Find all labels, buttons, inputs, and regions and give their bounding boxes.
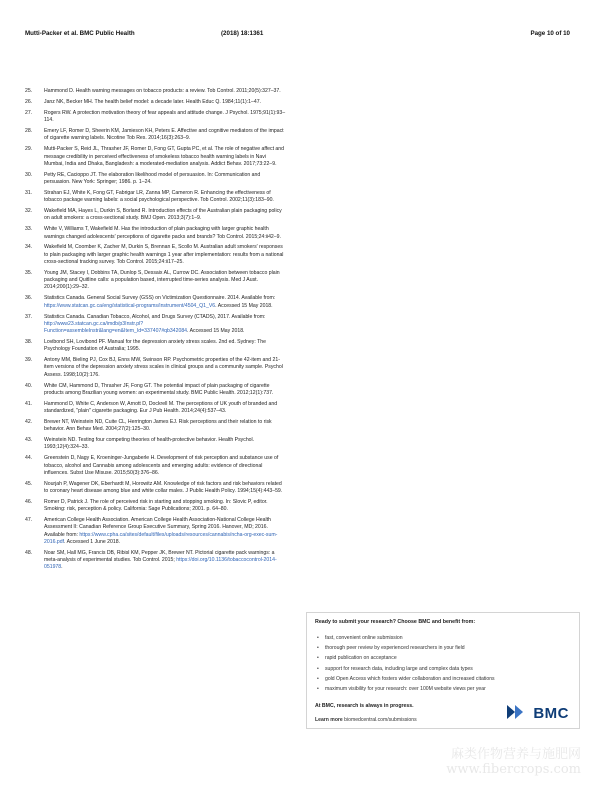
- reference-item: [25, 383, 287, 398]
- reference-item: [25, 481, 287, 496]
- reference-item: [25, 270, 287, 292]
- bullet-icon: •: [317, 645, 319, 652]
- benefit-item: [317, 684, 495, 694]
- reference-text: Rogers RW. A protection motivation theory of fear appeals and attitude change. J Psychol. 1975;91(1):93–114.: [44, 109, 286, 124]
- reference-link[interactable]: https://www.statcan.gc.ca/eng/statistical-programs/instrument/4504_Q1_V6: [44, 302, 216, 309]
- reference-item: [25, 455, 287, 477]
- citation-year: (2018) 18:1361: [221, 30, 264, 37]
- running-title: Mutti-Packer et al. BMC Public Health: [25, 30, 135, 37]
- reference-item: [25, 401, 287, 416]
- benefit-item: [317, 674, 495, 684]
- watermark-line2: www.fibercrops.com: [446, 762, 581, 777]
- reference-item: [25, 244, 287, 266]
- reference-item: [25, 295, 287, 310]
- reference-suffix: . Accessed 1 June 2018.: [64, 538, 121, 545]
- bullet-icon: •: [317, 675, 319, 682]
- reference-item: [25, 208, 287, 223]
- reference-text: Antony MM, Bieling PJ, Cox BJ, Enns MW, Swinson RP. Psychometric properties of the 42-item and 21-item versions of the depression anxiety stress scales in clinical groups and a community sample. Psychol Assess. 1998;10(2):176.: [44, 357, 283, 378]
- benefit-text: fast, convenient online submission: [325, 635, 403, 641]
- reference-number: 30.: [25, 171, 33, 178]
- reference-number: 42.: [25, 418, 33, 425]
- benefit-text: maximum visibility for your research: over 100M website views per year: [325, 686, 486, 693]
- reference-number: 39.: [25, 357, 33, 364]
- reference-text: Statistics Canada. Canadian Tobacco, Alcohol, and Drugs Survey (CTADS), 2017. Available from:: [44, 313, 266, 320]
- reference-item: [25, 226, 287, 241]
- reference-text: Strahan EJ, White K, Fong GT, Fabrigar LR, Zanna MP, Cameron R. Enhancing the effectiveness of tobacco package warning labels: a social psychological perspective. Tob Control. 2002;11(3):183–90.: [44, 189, 274, 204]
- reference-number: 40.: [25, 382, 33, 389]
- page-number: Page 10 of 10: [530, 30, 570, 37]
- reference-number: 37.: [25, 313, 33, 320]
- reference-text: Young JM, Stacey I, Dobbins TA, Dunlop S, Dessaix AL, Currow DC. Association between tobacco plain packaging and Quitline calls: a population based, interrupted time-series analysis. Med J Aust. 2014;200(1):29–32.: [44, 269, 280, 291]
- reference-text: Statistics Canada. General Social Survey (GSS) on Victimization Questionnaire. 2014. Available from:: [44, 295, 276, 302]
- reference-text: Romer D, Patrick J. The role of perceived risk in starting and stopping smoking. In: Slovic P, editor. Smoking: risk, perception & policy. California: Sage Publications; 2001. p. 64–80.: [44, 498, 268, 513]
- reference-number: 26.: [25, 98, 33, 105]
- bmc-submission-box: [306, 612, 580, 729]
- ad-tagline: At BMC, research is always in progress.: [315, 703, 414, 709]
- reference-number: 29.: [25, 146, 33, 153]
- benefit-text: gold Open Access which fosters wider collaboration and increased citations: [325, 675, 495, 682]
- bullet-icon: •: [317, 665, 319, 672]
- reference-text: Hammond D. Health warning messages on tobacco products: a review. Tob Control. 2011;20(5):327–37.: [44, 88, 281, 94]
- bullet-icon: •: [317, 686, 319, 693]
- reference-text: Wakefield MA, Hayes L, Durkin S, Borland R. Introduction effects of the Australian plain packaging policy on adult smokers: a cross-sectional study. BMJ Open. 2013;3(7):1–9.: [44, 208, 282, 222]
- watermark: [446, 747, 581, 777]
- reference-item: [25, 499, 287, 514]
- reference-text: Noar SM, Hall MG, Francis DB, Ribisl KM, Pepper JK, Brewer NT. Pictorial cigarette pack warnings: a meta-analysis of experimental studies. Tob Control. 2015;: [44, 549, 275, 564]
- reference-item: [25, 146, 287, 168]
- bmc-logo-text: BMC: [533, 705, 569, 722]
- benefit-item: [317, 653, 495, 663]
- reference-link[interactable]: http://www23.statcan.gc.ca/imdb/p3Instr.pl?Function=assembleInstr&lang=en&Item_Id=337407#qb342084: [44, 320, 188, 334]
- reference-number: 31.: [25, 189, 33, 196]
- reference-item: [25, 419, 287, 434]
- reference-text: Emery LF, Romer D, Sheerin KM, Jamieson KH, Peters E. Affective and cognitive mediators of the impact of cigarette warning labels. Nicotine Tob Res. 2014;16(3):263–9.: [44, 128, 284, 142]
- benefit-item: [317, 633, 495, 643]
- reference-number: 34.: [25, 244, 33, 251]
- reference-text: Petty RE, Cacioppo JT. The elaboration likelihood model of persuasion. In: Communication and persuasion. New York: Springer; 1986. p. 1–24.: [44, 171, 261, 185]
- reference-item: [25, 339, 287, 354]
- reference-item: [25, 437, 287, 452]
- reference-text: Greenstein D, Nagy E, Kroeninger-Jungaberle H. Development of risk perception and substance use of tobacco, alcohol and Cannabis among adolescents and emerging adults: evidence of directional influences. Subst Use Misuse. 2015;50(3):376–86.: [44, 455, 279, 476]
- reference-text: Janz NK, Becker MH. The health belief model: a decade later. Health Educ Q. 1984;11(1):1–47.: [44, 98, 261, 105]
- bullet-icon: •: [317, 635, 319, 641]
- reference-item: [25, 128, 287, 143]
- learn-more-label: Learn more: [315, 717, 343, 723]
- reference-item: [25, 550, 287, 572]
- reference-text: Weinstein ND. Testing four competing theories of health-protective behavior. Health Psychol. 1993;12(4):324–33.: [44, 437, 255, 451]
- reference-item: [25, 99, 287, 106]
- reference-suffix: .: [61, 564, 63, 571]
- reference-text: American College Health Association. American College Health Association-National College Health Assessment II: Canadian Reference Group Executive Summary, Spring 2016. Hanover, MD; 2016. Available from:: [44, 517, 271, 538]
- reference-number: 36.: [25, 295, 33, 302]
- reference-text: White V, Williams T, Wakefield M. Has the introduction of plain packaging with larger graphic health warnings changed adolescents' perceptions of cigarette packs and brands? Tob Control. 2015;24:ii42–9.: [44, 226, 281, 240]
- reference-number: 45.: [25, 480, 33, 487]
- bullet-icon: •: [317, 655, 319, 662]
- reference-item: [25, 172, 287, 187]
- reference-link[interactable]: https://doi.org/10.1136/tobaccocontrol-2014-051978: [44, 557, 277, 571]
- reference-list: [25, 88, 287, 575]
- reference-number: 27.: [25, 109, 33, 116]
- reference-text: Hammond D, White C, Anderson W, Arnott D, Dockrell M. The perceptions of UK youth of branded and standardized, "plain" cigarette packaging. Eur J Pub Health. 2014;24(4):537–43.: [44, 400, 278, 414]
- reference-number: 41.: [25, 400, 33, 407]
- reference-item: [25, 517, 287, 546]
- benefit-text: rapid publication on acceptance: [325, 655, 397, 662]
- reference-number: 43.: [25, 437, 33, 444]
- reference-suffix: . Accessed 15 May 2018.: [187, 328, 245, 334]
- reference-link[interactable]: https://www.cpha.ca/sites/default/files/uploads/resources/cannabis/ncha-org-exec-sum-2016.pdf: [44, 531, 278, 545]
- benefit-item: [317, 643, 495, 653]
- benefit-item: [317, 664, 495, 674]
- reference-number: 38.: [25, 338, 33, 345]
- page-header: [25, 30, 570, 42]
- ad-title: Ready to submit your research? Choose BMC and benefit from:: [315, 619, 476, 625]
- reference-number: 28.: [25, 128, 33, 135]
- learn-more-line[interactable]: [315, 717, 417, 723]
- reference-text: White CM, Hammond D, Thrasher JF, Fong GT. The potential impact of plain packaging of cigarette products among Brazilian young women: an experimental study. BMC Public Health. 2012;12(1):737.: [44, 382, 274, 396]
- reference-number: 33.: [25, 226, 33, 233]
- reference-text: Mutti-Packer S, Reid JL, Thrasher JF, Romer D, Fong GT, Gupta PC, et al. The role of negative affect and message credibility in perceived effectiveness of smokeless tobacco health warning labels in Navi Mumbai, India and Dhaka, Bangladesh: a moderated-mediation analysis. Addict Behav. 2017;73:22–9.: [44, 146, 285, 167]
- reference-number: 32.: [25, 208, 33, 215]
- reference-number: 44.: [25, 455, 33, 462]
- reference-text: Lovibond SH, Lovibond PF. Manual for the depression anxiety stress scales. 2nd ed. Sydney: The Psychology Foundation of Australia; 1995.: [44, 338, 266, 353]
- reference-number: 35.: [25, 269, 33, 276]
- reference-suffix: . Accessed 15 May 2018.: [215, 302, 273, 309]
- reference-number: 47.: [25, 517, 33, 524]
- watermark-line1: 麻类作物营养与施肥网: [450, 747, 581, 762]
- reference-text: Nourjah P, Wagener DK, Eberhardt M, Horowitz AM. Knowledge of risk factors and risk behaviors related to coronary heart disease among blue and white collar males. J Public Health Policy. 1994;15(4):443–59.: [44, 480, 283, 494]
- learn-more-link[interactable]: biomedcentral.com/submissions: [344, 717, 417, 723]
- reference-item: [25, 357, 287, 379]
- benefit-list: [317, 633, 495, 694]
- reference-item: [25, 110, 287, 125]
- reference-item: [25, 190, 287, 205]
- benefit-text: support for research data, including large and complex data types: [325, 665, 473, 672]
- reference-item: [25, 314, 287, 336]
- benefit-text: thorough peer review by experienced researchers in your field: [325, 645, 465, 652]
- reference-item: [25, 88, 287, 95]
- reference-number: 48.: [25, 549, 33, 556]
- reference-text: Wakefield M, Coomber K, Zacher M, Durkin S, Brennan E, Scollo M. Australian adult smokers' responses to plain packaging with larger graphic health warnings 1 year after implementation: results from a national cross-sectional tracking survey. Tob Control. 2015;24:ii17–25.: [44, 244, 284, 265]
- reference-number: 25.: [25, 88, 33, 94]
- reference-text: Brewer NT, Weinstein ND, Cuite CL, Herrington James EJ. Risk perceptions and their relation to risk behavior. Ann Behav Med. 2004;27(2):125–30.: [44, 418, 272, 433]
- reference-number: 46.: [25, 498, 33, 505]
